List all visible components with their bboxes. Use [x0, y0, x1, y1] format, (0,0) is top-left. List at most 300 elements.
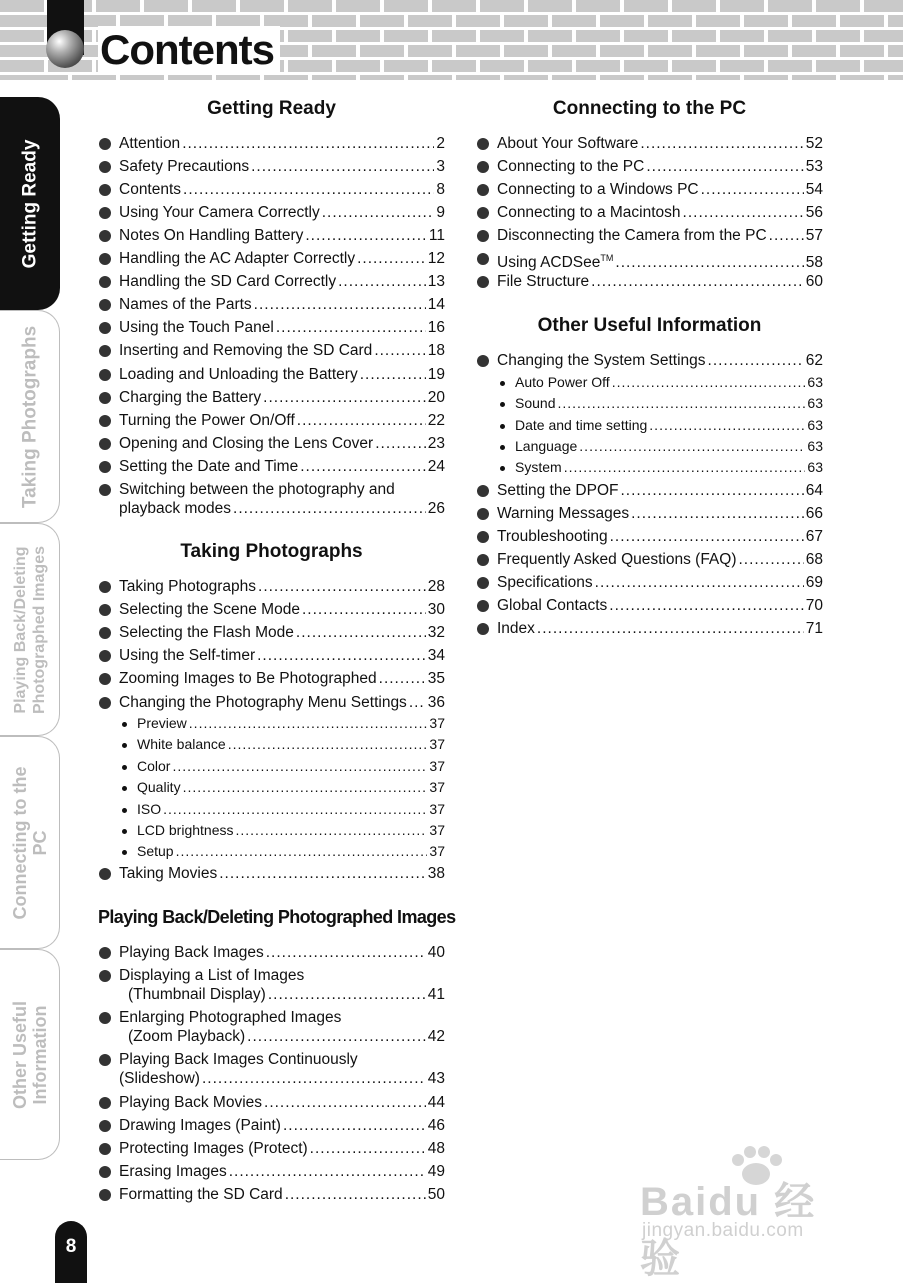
leader-dots	[182, 134, 434, 153]
leader-dots	[310, 1139, 426, 1158]
entry-page-number: 63	[807, 374, 823, 390]
bullet-icon	[99, 138, 111, 150]
toc-entry[interactable]	[497, 550, 823, 569]
toc-entry[interactable]	[119, 434, 445, 453]
entry-text: Formatting the SD Card	[119, 1186, 283, 1203]
entry-page-number: 56	[805, 204, 823, 222]
bullet-icon	[99, 276, 111, 288]
leader-dots	[264, 1093, 426, 1112]
toc-entry[interactable]	[497, 596, 823, 615]
entry-text: Setup	[137, 843, 174, 860]
bullet-icon	[477, 230, 489, 242]
entry-page-number: 32	[427, 624, 445, 642]
toc-entry[interactable]	[119, 1185, 445, 1204]
bullet-icon	[477, 138, 489, 150]
bullet-icon	[477, 207, 489, 219]
entry-text-line1: Switching between the photography and	[119, 480, 395, 498]
entry-text: Turning the Power On/Off	[119, 411, 295, 429]
bullet-icon	[477, 554, 489, 566]
entry-text: Taking Photographs	[119, 578, 257, 595]
bullet-icon	[99, 184, 111, 196]
small-bullet-icon	[122, 722, 127, 727]
entry-page-number: 22	[427, 411, 445, 429]
entry-page-number: 63	[807, 416, 823, 433]
tab-label-line1: Connecting to the	[9, 766, 30, 919]
leader-dots	[357, 249, 426, 268]
leader-dots	[649, 416, 805, 435]
entry-page-number: 42	[427, 1028, 445, 1045]
entry-text: Protecting Images (Protect)	[119, 1140, 308, 1157]
leader-dots	[591, 272, 804, 291]
small-bullet-icon	[500, 402, 505, 407]
leader-dots	[258, 577, 426, 596]
entry-page-number: 23	[427, 434, 445, 452]
toc-entry[interactable]	[119, 203, 445, 222]
entry-page-number: 37	[429, 757, 445, 774]
small-bullet-icon	[122, 829, 127, 834]
leader-dots	[537, 619, 804, 638]
bullet-icon	[99, 1054, 111, 1066]
entry-text: Taking Movies	[119, 865, 218, 882]
leader-dots	[285, 1185, 426, 1204]
bullet-icon	[477, 623, 489, 635]
leader-dots	[305, 226, 427, 245]
toc-entry[interactable]	[128, 1027, 445, 1046]
leader-dots	[375, 434, 426, 453]
entry-text: Language	[515, 437, 578, 454]
bullet-icon	[477, 355, 489, 367]
toc-entry[interactable]	[119, 1116, 445, 1135]
bullet-icon	[99, 322, 111, 334]
toc-entry[interactable]	[119, 1093, 445, 1112]
tab-label-line2: PC	[29, 829, 50, 856]
toc-entry[interactable]	[515, 437, 823, 456]
section-title-getting-ready: Getting Ready	[207, 98, 336, 119]
small-bullet-icon	[122, 743, 127, 748]
leader-dots	[360, 365, 426, 384]
leader-dots	[409, 693, 426, 712]
toc-entry[interactable]	[137, 757, 445, 776]
bullet-icon	[99, 697, 111, 709]
toc-entry[interactable]	[119, 499, 445, 518]
entry-page-number: 37	[429, 779, 445, 796]
leader-dots	[322, 203, 435, 222]
toc-entry[interactable]	[515, 416, 823, 435]
toc-entry[interactable]	[137, 735, 445, 754]
section-title-playing-back: Playing Back/Deleting Photographed Images	[98, 907, 456, 927]
page-title: Contents	[98, 26, 280, 74]
entry-text: Charging the Battery	[119, 388, 262, 406]
entry-page-number: 19	[427, 365, 445, 383]
bullet-icon	[99, 299, 111, 311]
leader-dots	[233, 499, 426, 518]
entry-text: Color	[137, 757, 171, 774]
entry-page-number: 67	[805, 528, 823, 546]
leader-dots	[268, 985, 426, 1004]
toc-entry[interactable]	[497, 203, 823, 222]
toc-entry[interactable]	[119, 388, 445, 407]
entry-text: Inserting and Removing the SD Card	[119, 342, 373, 360]
leader-dots	[615, 253, 803, 272]
leader-dots	[338, 272, 426, 291]
leader-dots	[557, 394, 805, 413]
toc-entry[interactable]	[119, 577, 445, 596]
toc-entry[interactable]	[497, 134, 823, 153]
section-title-connecting: Connecting to the PC	[552, 98, 747, 119]
tab-connecting-to-pc[interactable]	[0, 736, 60, 949]
bullet-icon	[99, 1120, 111, 1132]
bullet-icon	[99, 369, 111, 381]
entry-page-number: 38	[427, 865, 445, 882]
leader-dots	[769, 226, 804, 245]
entry-text: Quality	[137, 779, 181, 796]
tab-label-line2: Information	[29, 1005, 50, 1104]
toc-entry[interactable]	[119, 457, 445, 476]
bullet-icon	[99, 1012, 111, 1024]
page-number: 8	[55, 1221, 87, 1283]
entry-text: Auto Power Off	[515, 374, 610, 390]
bullet-icon	[99, 230, 111, 242]
entry-page-number: 66	[805, 505, 823, 523]
leader-dots	[247, 1027, 426, 1046]
toc-entry[interactable]	[119, 693, 445, 712]
entry-text: Specifications	[497, 574, 593, 592]
tab-label-line1: Other Useful	[9, 1000, 30, 1109]
entry-text: Zooming Images to Be Photographed	[119, 670, 377, 688]
entry-text: Using Your Camera Correctly	[119, 204, 320, 222]
leader-dots	[236, 821, 428, 840]
small-bullet-icon	[500, 381, 505, 386]
entry-text: Connecting to the PC	[497, 158, 645, 176]
toc-entry[interactable]	[119, 1069, 445, 1088]
entry-page-number: 3	[436, 158, 445, 176]
tab-label	[11, 545, 49, 713]
small-bullet-icon	[500, 466, 505, 471]
leader-dots	[254, 295, 426, 314]
small-bullet-icon	[122, 786, 127, 791]
entry-text: Contents	[119, 181, 182, 199]
entry-page-number: 44	[427, 1094, 445, 1111]
entry-page-number: 50	[427, 1186, 445, 1203]
toc-entry[interactable]	[119, 272, 445, 291]
toc-entry[interactable]	[119, 318, 445, 337]
leader-dots	[183, 778, 428, 797]
entry-page-number: 30	[427, 601, 445, 619]
entry-text: Warning Messages	[497, 505, 630, 523]
entry-text: Sound	[515, 395, 556, 412]
toc-entry[interactable]	[119, 411, 445, 430]
toc-entry[interactable]	[497, 619, 823, 638]
bullet-icon	[99, 207, 111, 219]
leader-dots	[612, 373, 806, 392]
entry-text: Playing Back Images	[119, 944, 264, 961]
toc-entry[interactable]	[119, 943, 445, 962]
leader-dots	[219, 864, 426, 883]
leader-dots	[263, 388, 426, 407]
leader-dots	[176, 842, 428, 861]
small-bullet-icon	[500, 445, 505, 450]
toc-entry[interactable]	[497, 527, 823, 546]
entry-text: Selecting the Scene Mode	[119, 601, 300, 619]
toc-entry[interactable]	[497, 351, 823, 370]
toc-entry[interactable]	[119, 157, 445, 176]
watermark-brand: Baidu 经验	[640, 1180, 817, 1281]
entry-page-number: 26	[427, 499, 445, 517]
entry-page-number: 18	[427, 342, 445, 360]
entry-page-number: 48	[427, 1140, 445, 1157]
entry-text: Setting the Date and Time	[119, 457, 299, 475]
bullet-icon	[99, 253, 111, 265]
leader-dots	[302, 600, 426, 619]
leader-dots	[374, 341, 425, 360]
entry-page-number: 52	[805, 135, 823, 152]
leader-dots	[708, 351, 804, 370]
entry-page-number: 70	[805, 597, 823, 615]
entry-text: Drawing Images (Paint)	[119, 1117, 281, 1134]
toc-entry[interactable]	[497, 504, 823, 523]
entry-page-number: 28	[427, 578, 445, 595]
entry-text: playback modes	[119, 499, 232, 517]
entry-page-number: 12	[427, 250, 445, 268]
leader-dots	[620, 481, 803, 500]
entry-text: Disconnecting the Camera from the PC	[497, 227, 767, 245]
brick-row	[0, 75, 903, 80]
entry-page-number: 35	[427, 670, 445, 688]
bullet-icon	[477, 600, 489, 612]
entry-page-number: 34	[427, 647, 445, 665]
small-bullet-icon	[122, 765, 127, 770]
bullet-icon	[99, 392, 111, 404]
leader-dots	[646, 157, 803, 176]
bullet-icon	[477, 485, 489, 497]
toc-entry[interactable]	[497, 249, 823, 272]
toc-entry[interactable]	[497, 226, 823, 245]
entry-page-number: 58	[805, 254, 823, 272]
toc-entry[interactable]	[497, 180, 823, 199]
bullet-icon	[99, 461, 111, 473]
leader-dots	[595, 573, 804, 592]
leader-dots	[631, 504, 804, 523]
leader-dots	[300, 457, 426, 476]
toc-entry[interactable]	[119, 623, 445, 642]
entry-text: Selecting the Flash Mode	[119, 624, 294, 642]
bullet-icon	[99, 627, 111, 639]
toc-entry[interactable]	[119, 341, 445, 360]
entry-page-number: 24	[427, 457, 445, 475]
small-bullet-icon	[122, 850, 127, 855]
entry-text-line1: Displaying a List of Images	[119, 967, 305, 984]
entry-text: (Slideshow)	[119, 1070, 200, 1087]
leader-dots	[163, 800, 427, 819]
tab-label: Getting Ready	[19, 139, 40, 268]
small-bullet-icon	[122, 808, 127, 813]
bullet-icon	[99, 650, 111, 662]
tab-label-line2: Photographed Images	[30, 545, 48, 714]
leader-dots	[189, 714, 428, 733]
entry-text: Frequently Asked Questions (FAQ)	[497, 551, 737, 569]
brick-row	[0, 0, 903, 12]
entry-text: (Thumbnail Display)	[128, 986, 266, 1003]
bullet-icon	[99, 947, 111, 959]
trademark-sup: TM	[600, 253, 614, 264]
entry-page-number: 43	[427, 1070, 445, 1087]
bullet-icon	[477, 184, 489, 196]
entry-page-number: 16	[427, 319, 445, 337]
leader-dots	[564, 458, 806, 477]
entry-text: Preview	[137, 715, 187, 731]
entry-page-number: 63	[807, 437, 823, 454]
watermark-url: jingyan.baidu.com	[642, 1220, 804, 1241]
entry-text: File Structure	[497, 273, 590, 291]
bullet-icon	[99, 673, 111, 685]
tab-other-useful-information[interactable]	[0, 949, 60, 1160]
toc-entry[interactable]	[119, 669, 445, 688]
bullet-icon	[99, 970, 111, 982]
toc-entry[interactable]	[119, 1139, 445, 1158]
entry-page-number: 68	[805, 551, 823, 569]
entry-page-number: 8	[436, 181, 445, 199]
bullet-icon	[477, 253, 489, 265]
leader-dots	[701, 180, 804, 199]
toc-entry[interactable]	[119, 134, 445, 153]
entry-page-number: 57	[805, 227, 823, 245]
toc-entry[interactable]	[515, 373, 823, 392]
entry-text: ISO	[137, 800, 162, 817]
tab-getting-ready[interactable]	[0, 97, 60, 310]
bullet-icon	[99, 604, 111, 616]
entry-text: Erasing Images	[119, 1163, 227, 1180]
toc-entry[interactable]	[515, 394, 823, 413]
entry-page-number: 2	[436, 135, 445, 152]
bullet-icon	[99, 161, 111, 173]
entry-text: Using the Touch Panel	[119, 319, 274, 337]
bullet-icon	[477, 531, 489, 543]
leader-dots	[296, 623, 426, 642]
bullet-icon	[99, 1097, 111, 1109]
entry-text: Using ACDSee™	[497, 253, 614, 272]
entry-page-number: 37	[429, 843, 445, 860]
entry-text: About Your Software	[497, 135, 639, 152]
leader-dots	[739, 550, 804, 569]
toc-entry[interactable]	[119, 646, 445, 665]
toc-entry[interactable]	[515, 458, 823, 477]
leader-dots	[297, 411, 426, 430]
sphere-icon	[46, 30, 84, 68]
toc-entry[interactable]	[137, 821, 445, 840]
bullet-icon	[99, 1166, 111, 1178]
toc-entry[interactable]	[137, 778, 445, 797]
entry-page-number: 60	[805, 273, 823, 291]
toc-entry[interactable]	[119, 864, 445, 883]
bullet-icon	[99, 581, 111, 593]
entry-text: Connecting to a Macintosh	[497, 204, 681, 222]
toc-entry[interactable]	[119, 365, 445, 384]
entry-page-number: 46	[427, 1117, 445, 1134]
entry-text: LCD brightness	[137, 822, 234, 838]
toc-entry[interactable]	[137, 800, 445, 819]
entry-text: Using the Self-timer	[119, 647, 256, 665]
bullet-icon	[477, 508, 489, 520]
entry-page-number: 63	[807, 395, 823, 412]
leader-dots	[229, 1162, 426, 1181]
bullet-icon	[99, 415, 111, 427]
entry-text: Troubleshooting	[497, 528, 608, 546]
bullet-icon	[99, 345, 111, 357]
tab-label	[10, 1000, 50, 1108]
leader-dots	[276, 318, 426, 337]
bullet-icon	[99, 1143, 111, 1155]
bullet-icon	[99, 1189, 111, 1201]
bullet-icon	[477, 276, 489, 288]
entry-page-number: 37	[429, 715, 445, 731]
bullet-icon	[99, 484, 111, 496]
toc-entry[interactable]	[137, 714, 445, 733]
entry-text-line1: Playing Back Images Continuously	[119, 1051, 358, 1068]
entry-text: Handling the AC Adapter Correctly	[119, 250, 356, 268]
entry-page-number: 41	[427, 986, 445, 1003]
toc-entry[interactable]	[128, 985, 445, 1004]
toc-entry[interactable]	[497, 481, 823, 500]
leader-dots	[202, 1069, 426, 1088]
toc-entry[interactable]	[137, 842, 445, 861]
leader-dots	[610, 527, 804, 546]
entry-page-number: 37	[429, 822, 445, 838]
entry-text: Loading and Unloading the Battery	[119, 365, 358, 383]
entry-page-number: 62	[805, 352, 823, 369]
tab-playing-back-deleting[interactable]	[0, 523, 60, 736]
entry-page-number: 64	[805, 482, 823, 499]
entry-text: Date and time setting	[515, 416, 648, 433]
entry-text: Playing Back Movies	[119, 1094, 263, 1111]
toc-entry[interactable]	[119, 600, 445, 619]
entry-text: Setting the DPOF	[497, 482, 619, 499]
bullet-icon	[99, 438, 111, 450]
tab-label-line1: Playing Back/Deleting	[11, 545, 29, 714]
leader-dots	[579, 437, 805, 456]
entry-page-number: 36	[427, 693, 445, 711]
watermark	[640, 1150, 855, 1281]
entry-page-number: 69	[805, 574, 823, 592]
entry-page-number: 14	[427, 296, 445, 314]
entry-page-number: 11	[428, 227, 445, 245]
tab-label: Taking Photographs	[19, 325, 40, 508]
leader-dots	[379, 669, 426, 688]
tab-taking-photographs[interactable]	[0, 310, 60, 523]
toc-entry[interactable]	[119, 226, 445, 245]
entry-text-line1: Enlarging Photographed Images	[119, 1009, 342, 1026]
entry-text: Global Contacts	[497, 597, 608, 615]
section-title-other-info: Other Useful Information	[537, 315, 762, 336]
small-bullet-icon	[500, 424, 505, 429]
entry-page-number: 49	[427, 1163, 445, 1180]
entry-page-number: 63	[807, 459, 823, 476]
entry-text: Changing the Photography Menu Settings	[119, 693, 407, 711]
entry-text: Connecting to a Windows PC	[497, 181, 699, 199]
toc-entry[interactable]	[497, 573, 823, 592]
toc-entry[interactable]	[497, 157, 823, 176]
leader-dots	[251, 157, 434, 176]
toc-entry[interactable]	[497, 272, 823, 291]
entry-text: Notes On Handling Battery	[119, 227, 304, 245]
toc-entry[interactable]	[119, 180, 445, 199]
toc-entry[interactable]	[119, 1162, 445, 1181]
toc-entry[interactable]	[119, 295, 445, 314]
entry-text: White balance	[137, 736, 226, 753]
leader-dots	[183, 180, 434, 199]
leader-dots	[609, 596, 803, 615]
entry-text: Changing the System Settings	[497, 352, 706, 369]
toc-entry[interactable]	[119, 249, 445, 268]
